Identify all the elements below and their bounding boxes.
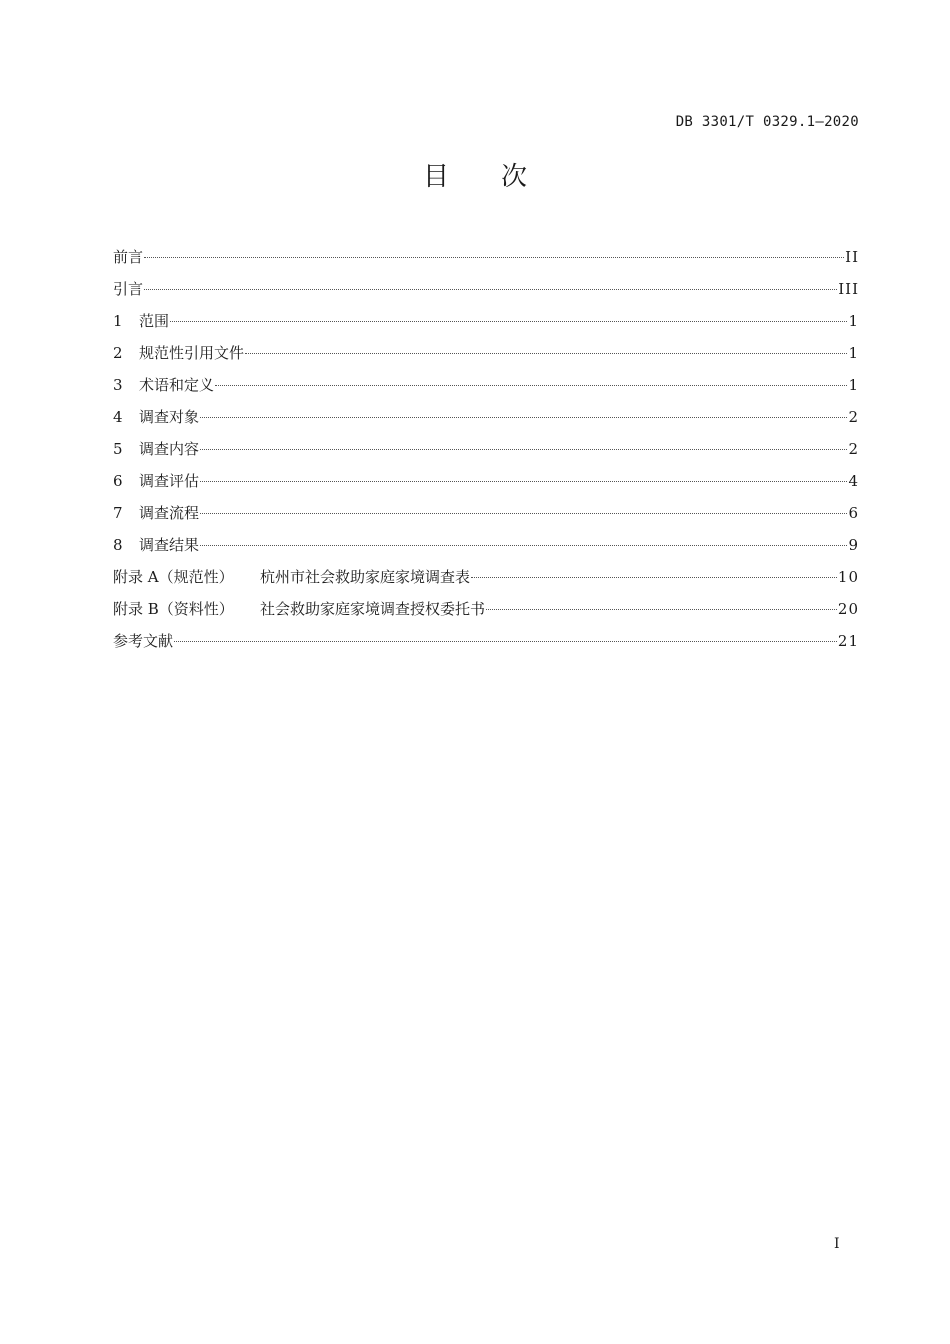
toc-leader-dots bbox=[144, 289, 837, 290]
toc-leader-dots bbox=[170, 321, 847, 322]
toc-entry-number: 3 bbox=[113, 376, 123, 394]
toc-entry-page: 2 bbox=[848, 440, 859, 458]
toc-leader-dots bbox=[471, 577, 837, 578]
toc-entry-number: 1 bbox=[113, 312, 123, 330]
toc-leader-dots bbox=[486, 609, 837, 610]
toc-entry-page: 9 bbox=[848, 536, 859, 554]
toc-entry-number: 6 bbox=[113, 472, 123, 490]
page-number: I bbox=[834, 1236, 840, 1252]
toc-entry[interactable] bbox=[113, 625, 859, 657]
toc-entry-page: II bbox=[845, 248, 859, 266]
toc-entry-title: 范围 bbox=[139, 312, 170, 330]
toc-entry-page: 21 bbox=[837, 632, 859, 650]
toc-entry[interactable] bbox=[113, 433, 859, 465]
toc-entry[interactable] bbox=[113, 337, 859, 369]
page-title: 目次 bbox=[422, 162, 579, 192]
toc-entry-text bbox=[113, 497, 199, 529]
toc-entry-title: 前言 bbox=[113, 248, 144, 266]
toc-entry-title: 引言 bbox=[113, 280, 144, 298]
toc-leader-dots bbox=[144, 257, 844, 258]
toc-entry-text bbox=[113, 465, 199, 497]
toc-entry-title: 调查评估 bbox=[139, 472, 200, 490]
toc-entry-text bbox=[113, 433, 199, 465]
toc-entry-title: 术语和定义 bbox=[139, 376, 215, 394]
toc-leader-dots bbox=[200, 513, 847, 514]
toc-entry-title: 杭州市社会救助家庭家境调查表 bbox=[260, 568, 471, 586]
toc-entry-text bbox=[113, 593, 485, 625]
toc-leader-dots bbox=[174, 641, 837, 642]
toc-entry[interactable] bbox=[113, 497, 859, 529]
toc-entry-text bbox=[113, 625, 173, 657]
toc-entry-title: 调查对象 bbox=[139, 408, 200, 426]
document-number: DB 3301/T 0329.1—2020 bbox=[675, 114, 859, 130]
toc-entry-text bbox=[113, 529, 199, 561]
toc-entry-page: 10 bbox=[837, 568, 859, 586]
table-of-contents bbox=[113, 241, 859, 657]
toc-appendix-label: 附录 B（资料性） bbox=[113, 600, 234, 618]
toc-entry-text bbox=[113, 273, 143, 305]
toc-entry-page: 4 bbox=[848, 472, 859, 490]
toc-entry-text bbox=[113, 305, 169, 337]
toc-entry-number: 8 bbox=[113, 536, 123, 554]
toc-entry-text bbox=[113, 241, 143, 273]
toc-entry-page: 1 bbox=[848, 344, 859, 362]
toc-entry[interactable] bbox=[113, 305, 859, 337]
toc-entry-text bbox=[113, 369, 214, 401]
toc-entry-page: 20 bbox=[837, 600, 859, 618]
toc-appendix-label: 附录 A（规范性） bbox=[113, 568, 234, 586]
toc-leader-dots bbox=[200, 417, 847, 418]
toc-leader-dots bbox=[215, 385, 847, 386]
toc-entry-text bbox=[113, 401, 199, 433]
toc-entry-title: 社会救助家庭家境调查授权委托书 bbox=[260, 600, 486, 618]
toc-entry-number: 5 bbox=[113, 440, 123, 458]
toc-entry-title: 调查流程 bbox=[139, 504, 200, 522]
toc-entry-text bbox=[113, 561, 470, 593]
toc-entry-page: III bbox=[838, 280, 859, 298]
toc-entry-title: 调查结果 bbox=[139, 536, 200, 554]
toc-entry[interactable] bbox=[113, 529, 859, 561]
toc-entry[interactable] bbox=[113, 241, 859, 273]
toc-entry-page: 2 bbox=[848, 408, 859, 426]
toc-entry[interactable] bbox=[113, 369, 859, 401]
toc-entry-number: 2 bbox=[113, 344, 123, 362]
toc-entry-number: 7 bbox=[113, 504, 123, 522]
toc-entry-title: 调查内容 bbox=[139, 440, 200, 458]
toc-entry-page: 1 bbox=[848, 312, 859, 330]
toc-entry[interactable] bbox=[113, 593, 859, 625]
toc-entry-number: 4 bbox=[113, 408, 123, 426]
toc-entry-title: 参考文献 bbox=[113, 632, 174, 650]
toc-entry-page: 6 bbox=[848, 504, 859, 522]
toc-leader-dots bbox=[200, 545, 847, 546]
toc-entry-text bbox=[113, 337, 244, 369]
toc-entry[interactable] bbox=[113, 273, 859, 305]
toc-leader-dots bbox=[200, 481, 847, 482]
toc-entry[interactable] bbox=[113, 401, 859, 433]
toc-leader-dots bbox=[245, 353, 847, 354]
toc-entry[interactable] bbox=[113, 561, 859, 593]
toc-entry[interactable] bbox=[113, 465, 859, 497]
toc-entry-title: 规范性引用文件 bbox=[139, 344, 245, 362]
toc-leader-dots bbox=[200, 449, 847, 450]
toc-entry-page: 1 bbox=[848, 376, 859, 394]
